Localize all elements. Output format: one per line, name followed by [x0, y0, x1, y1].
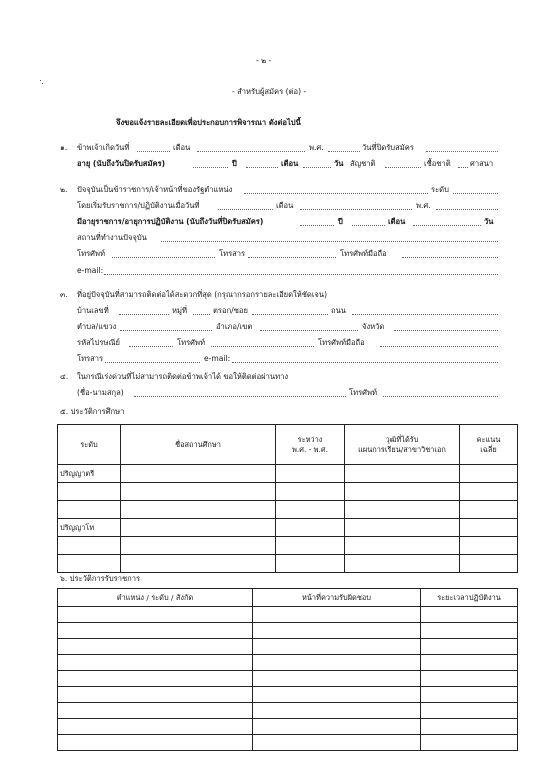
- s4-number: ๔.: [60, 372, 69, 381]
- s3-mobile-label: โทรศัพท์มือถือ: [318, 338, 365, 347]
- s3-moo-field[interactable]: [193, 314, 210, 315]
- service-input-cell[interactable]: [253, 639, 421, 655]
- service-input-cell[interactable]: [421, 623, 518, 639]
- education-rows: [58, 465, 518, 573]
- s2-started-month-field[interactable]: [300, 209, 412, 210]
- service-row: [58, 719, 518, 735]
- s3-district-label: อำเภอ/เขต: [216, 322, 253, 331]
- education-header-period-line1: ระหว่าง: [297, 434, 323, 444]
- education-input-cell[interactable]: [345, 537, 460, 555]
- s4-phone-label: โทรศัพท์: [349, 388, 377, 397]
- s3-subdistrict-field[interactable]: [120, 330, 212, 331]
- s1-religion-label: ศาสนา: [470, 159, 494, 168]
- service-header-position: ตำแหน่ง / ระดับ / สังกัด: [58, 589, 253, 607]
- education-input-cell[interactable]: [121, 519, 276, 537]
- service-input-cell[interactable]: [58, 735, 253, 751]
- s3-district-field[interactable]: [260, 330, 358, 331]
- education-row: [58, 501, 518, 519]
- s1-closing-day-label: วันที่ปิดรับสมัคร: [362, 143, 414, 152]
- s3-fax-field[interactable]: [105, 362, 200, 363]
- education-row: [58, 465, 518, 483]
- service-input-cell[interactable]: [421, 687, 518, 703]
- s3-phone-field[interactable]: [211, 346, 314, 347]
- education-header-level: ระดับ: [58, 425, 121, 465]
- s1-born-year-field[interactable]: [328, 151, 360, 152]
- service-input-cell[interactable]: [58, 703, 253, 719]
- s2-number: ๒.: [60, 185, 68, 194]
- s1-born-label: ข้าพเจ้าเกิดวันที่: [77, 143, 130, 152]
- s3-email-label: e-mail:: [204, 354, 231, 363]
- service-row: [58, 703, 518, 719]
- s3-province-label: จังหวัด: [362, 322, 385, 331]
- education-input-cell[interactable]: [276, 555, 345, 573]
- service-input-cell[interactable]: [421, 735, 518, 751]
- education-input-cell[interactable]: [121, 537, 276, 555]
- education-table: [57, 424, 518, 573]
- s3-alley-field[interactable]: [252, 314, 328, 315]
- service-input-cell[interactable]: [421, 655, 518, 671]
- education-input-cell[interactable]: [460, 501, 518, 519]
- education-level-cell: ปริญญาตรี: [58, 465, 121, 483]
- s1-number: ๑.: [60, 143, 68, 152]
- service-header-period: ระยะเวลาปฏิบัติงาน: [421, 589, 518, 607]
- s2-workplace-field[interactable]: [161, 241, 498, 242]
- education-input-cell[interactable]: [460, 537, 518, 555]
- s4-name-label: (ชื่อ-นามสกุล): [77, 388, 124, 397]
- s3-province-field[interactable]: [394, 330, 498, 331]
- s2-level-field[interactable]: [453, 193, 498, 194]
- education-input-cell[interactable]: [345, 555, 460, 573]
- s1-age-days-field[interactable]: [303, 167, 331, 168]
- s2-email-field[interactable]: [104, 274, 498, 275]
- service-input-cell[interactable]: [58, 623, 253, 639]
- education-row: [58, 519, 518, 537]
- education-header-degree: [345, 425, 460, 465]
- education-input-cell[interactable]: [276, 537, 345, 555]
- education-level-cell: [58, 483, 121, 501]
- s1-born-month-field[interactable]: [197, 151, 305, 152]
- education-row: [58, 537, 518, 555]
- service-input-cell[interactable]: [58, 671, 253, 687]
- service-input-cell[interactable]: [58, 719, 253, 735]
- service-input-cell[interactable]: [253, 687, 421, 703]
- education-header-gpa-line1: คะแนน: [476, 434, 501, 444]
- service-row: [58, 687, 518, 703]
- s3-road-field[interactable]: [352, 314, 498, 315]
- service-input-cell[interactable]: [253, 719, 421, 735]
- service-input-cell[interactable]: [253, 703, 421, 719]
- service-input-cell[interactable]: [58, 655, 253, 671]
- s3-house-no-field[interactable]: [119, 314, 169, 315]
- s3-moo-label: หมู่ที่: [172, 306, 188, 315]
- service-input-cell[interactable]: [421, 671, 518, 687]
- s3-alley-label: ตรอก/ซอย: [213, 306, 248, 315]
- education-input-cell[interactable]: [276, 501, 345, 519]
- education-header-degree-line2: แผนการเรียน/สาขาวิชาเอก: [358, 444, 446, 454]
- s1-nationality-label: สัญชาติ: [350, 159, 376, 168]
- education-input-cell[interactable]: [345, 465, 460, 483]
- s3-house-no-label: บ้านเลขที่: [77, 306, 109, 315]
- education-input-cell[interactable]: [121, 555, 276, 573]
- s2-days-label: วัน: [484, 217, 494, 226]
- s1-ethnicity-field[interactable]: [458, 167, 468, 168]
- s2-month-label: เดือน: [276, 201, 294, 210]
- s1-month-label: เดือน: [173, 143, 191, 152]
- service-input-cell[interactable]: [253, 655, 421, 671]
- s2-fax-label: โทรสาร: [219, 249, 246, 258]
- service-input-cell[interactable]: [253, 623, 421, 639]
- education-input-cell[interactable]: [460, 519, 518, 537]
- education-header-period-line2: พ.ศ. - พ.ศ.: [292, 444, 328, 454]
- service-input-cell[interactable]: [253, 607, 421, 623]
- service-input-cell[interactable]: [253, 671, 421, 687]
- service-input-cell[interactable]: [421, 639, 518, 655]
- education-input-cell[interactable]: [460, 555, 518, 573]
- s4-phone-field[interactable]: [383, 396, 498, 397]
- s1-closing-day-field[interactable]: [426, 151, 498, 152]
- education-input-cell[interactable]: [460, 465, 518, 483]
- education-input-cell[interactable]: [121, 483, 276, 501]
- education-header-degree-line1: วุฒิที่ได้รับ: [385, 434, 419, 444]
- education-level-cell: [58, 537, 121, 555]
- s1-age-label: อายุ (นับถึงวันปิดรับสมัคร): [77, 159, 166, 168]
- education-level-cell: [58, 501, 121, 519]
- service-row: [58, 607, 518, 623]
- service-rows: [58, 607, 518, 751]
- service-input-cell[interactable]: [421, 607, 518, 623]
- s2-years-label: ปี: [338, 217, 343, 226]
- s2-service-years-field[interactable]: [300, 225, 334, 226]
- education-input-cell[interactable]: [121, 501, 276, 519]
- service-input-cell[interactable]: [421, 703, 518, 719]
- s1-days-label: วัน: [334, 159, 344, 168]
- s2-year-label: พ.ศ.: [416, 201, 431, 210]
- s3-road-label: ถนน: [331, 306, 346, 315]
- education-row: [58, 555, 518, 573]
- s2-workplace-label: สถานที่ทำงานปัจจุบัน: [77, 233, 147, 242]
- s2-position-field[interactable]: [244, 193, 428, 194]
- s2-email-label: e-mail:: [77, 266, 104, 275]
- s2-started-day-field[interactable]: [218, 209, 273, 210]
- s1-year-label: พ.ศ.: [309, 143, 324, 152]
- s3-title: ที่อยู่ปัจจุบันที่สามารถติดต่อได้สะดวกที่สุด (กรุณากรอกรายละเอียดให้ชัดเจน): [77, 290, 328, 299]
- service-input-cell[interactable]: [58, 639, 253, 655]
- page-number: - ๒ -: [256, 56, 272, 65]
- service-input-cell[interactable]: [253, 735, 421, 751]
- service-table: [57, 588, 518, 751]
- education-level-cell: [58, 555, 121, 573]
- s4-title: ในกรณีเร่งด่วนที่ไม่สามารถติดต่อข้าพเจ้าได้ ขอให้ติดต่อผ่านทาง: [77, 372, 289, 381]
- s2-mobile-label: โทรศัพท์มือถือ: [340, 249, 387, 258]
- service-input-cell[interactable]: [421, 719, 518, 735]
- education-input-cell[interactable]: [276, 519, 345, 537]
- s2-fax-field[interactable]: [248, 257, 336, 258]
- education-input-cell[interactable]: [345, 519, 460, 537]
- s1-ethnicity-label: เชื้อชาติ: [424, 159, 451, 168]
- service-row: [58, 735, 518, 751]
- education-input-cell[interactable]: [121, 465, 276, 483]
- s3-mobile-field[interactable]: [380, 346, 498, 347]
- s1-age-months-field[interactable]: [246, 167, 278, 168]
- s2-phone-label: โทรศัพท์: [77, 249, 105, 258]
- scan-specks: [40, 80, 43, 83]
- service-row: [58, 655, 518, 671]
- education-input-cell[interactable]: [276, 483, 345, 501]
- s2-level-label: ระดับ: [431, 185, 449, 194]
- s4-name-field[interactable]: [134, 396, 346, 397]
- s1-months-label-shown: เดือน: [281, 159, 299, 168]
- education-input-cell[interactable]: [345, 483, 460, 501]
- s6-title: ๖. ประวัติการรับราชการ: [60, 574, 141, 583]
- s2-months-label: เดือน: [388, 217, 406, 226]
- s3-fax-label: โทรสาร: [77, 354, 104, 363]
- s1-years-label: ปี: [232, 159, 237, 168]
- s2-service-days-field[interactable]: [413, 225, 481, 226]
- s2-started-year-field[interactable]: [436, 209, 498, 210]
- education-header-gpa-line2: เฉลี่ย: [480, 444, 497, 454]
- s1-born-day-field[interactable]: [137, 151, 170, 152]
- s3-number: ๓.: [60, 290, 68, 299]
- s2-position-label: ปัจจุบันเป็นข้าราชการ/เจ้าหน้าที่ของรัฐตำแหน่ง: [77, 185, 233, 194]
- s2-service-months-field[interactable]: [352, 225, 385, 226]
- education-input-cell[interactable]: [345, 501, 460, 519]
- s3-phone-label: โทรศัพท์: [177, 338, 205, 347]
- s3-email-field[interactable]: [232, 362, 498, 363]
- education-input-cell[interactable]: [460, 483, 518, 501]
- education-level-cell: ปริญญาโท: [58, 519, 121, 537]
- service-input-cell[interactable]: [58, 607, 253, 623]
- s3-postcode-label: รหัสไปรษณีย์: [77, 338, 120, 347]
- s3-subdistrict-label: ตำบล/แขวง: [77, 322, 117, 331]
- s1-nationality-field[interactable]: [385, 167, 421, 168]
- s2-phone-field[interactable]: [112, 257, 215, 258]
- education-header-gpa: [460, 425, 518, 465]
- s2-started-label: โดยเริ่มรับราชการ/ปฏิบัติงานเมื่อวันที่: [77, 201, 200, 210]
- service-row: [58, 639, 518, 655]
- education-input-cell[interactable]: [276, 465, 345, 483]
- s2-service-age-label: มีอายุราชการ/อายุการปฏิบัติงาน (นับถึงวันที่ปิดรับสมัคร): [77, 217, 264, 226]
- education-header-institution: ชื่อสถานศึกษา: [121, 425, 276, 465]
- service-row: [58, 671, 518, 687]
- education-row: [58, 483, 518, 501]
- s5-title: ๕. ประวัติการศึกษา: [60, 407, 125, 416]
- service-input-cell[interactable]: [58, 687, 253, 703]
- service-row: [58, 623, 518, 639]
- s3-postcode-field[interactable]: [129, 346, 173, 347]
- service-header-duty: หน้าที่ความรับผิดชอบ: [253, 589, 421, 607]
- form-instruction: จึงขอแจ้งรายละเอียดเพื่อประกอบการพิจารณา ดังต่อไปนี้: [116, 118, 301, 127]
- s1-age-years-field[interactable]: [193, 167, 228, 168]
- s2-mobile-field[interactable]: [402, 257, 498, 258]
- form-subtitle: - สำหรับผู้สมัคร (ต่อ) -: [232, 87, 307, 96]
- education-header-period: [276, 425, 345, 465]
